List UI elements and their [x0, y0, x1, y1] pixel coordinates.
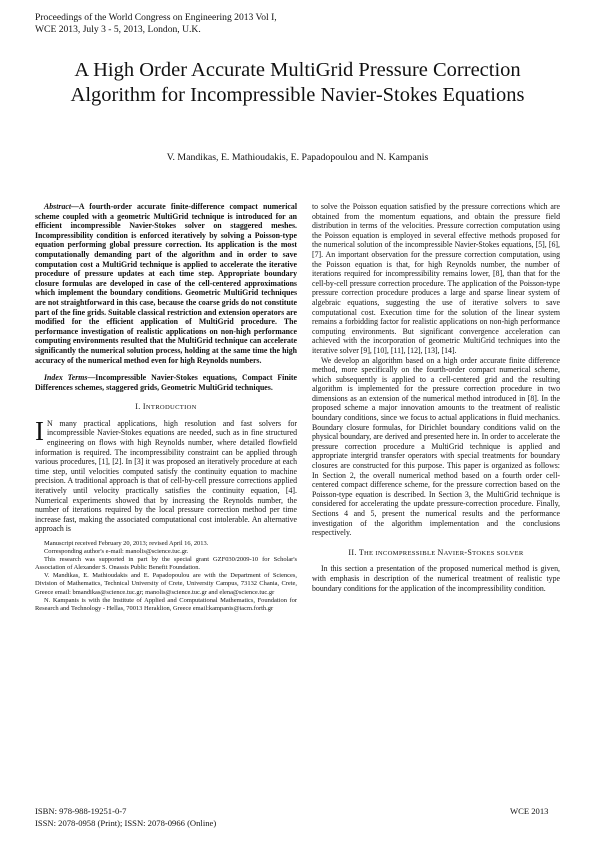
footnote-affiliation-1: V. Mandikas, E. Mathioudakis and E. Papadopoulou are with the Department of Sciences, Division of Mathematics, Technical University of Crete, University Campus, 73132 Chania, Crete, Greece email: bmandikas@science.tuc.gr; manolis@science.tuc.gr and elena@science.tuc.gr: [35, 572, 297, 596]
isbn-line: ISBN: 978-988-19251-0-7: [35, 806, 127, 816]
proceedings-header: [35, 12, 365, 36]
footer-identifiers: [35, 806, 216, 829]
proceedings-line-2: WCE 2013, July 3 - 5, 2013, London, U.K.: [35, 24, 201, 35]
drop-cap: I: [35, 415, 44, 446]
left-column: [35, 202, 297, 613]
index-terms-label: Index Terms: [44, 373, 88, 383]
abstract: [35, 202, 297, 365]
intro-paragraph-1: I N many practical applications, high resolution and fast solvers for incompressible Navier-Stokes equations are needed, such as in fine structured engineering on flows with high Reynolds number, where detailed flowfield information is required. The incompressibility constraint can be applied through various procedures, [1], [2]. In [3] it was proposed an iteratively procedure at each time step, until velocities computed satisfy the continuity equation to machine precision. A traditional approach is that of cell-by-cell pressure corrections applied iteratively until velocity practically satisfies the continuity equation, [4]. Numerical experiments showed that by increasing the Reynolds number, the number of iterations required by the local pressure correction method per time increase fast, making the associated computational cost intolerable. An alternative approach is: [35, 415, 297, 534]
footnote-funding: This research was supported in part by the special grant GZF030/2009-10 for Scholar's Association of Alexander S. Onassis Public Benefit Foundation.: [35, 556, 297, 572]
author-list: V. Mandikas, E. Mathioudakis, E. Papadopoulou and N. Kampanis: [166, 152, 429, 163]
paper-title: A High Order Accurate MultiGrid Pressure Correction Algorithm for Incompressible Navier-Stokes Equations: [70, 59, 525, 106]
footer-conference: WCE 2013: [510, 806, 549, 816]
footnote-received: Manuscript received February 20, 2013; revised April 16, 2013.: [44, 540, 209, 547]
footnotes: [35, 540, 297, 613]
footnote-corresponding: Corresponding author's e-mail: manolis@science.tuc.gr.: [44, 548, 189, 556]
index-terms-text: —Incompressible Navier-Stokes equations, Compact Finite Differences schemes, staggered grids, Geometric MultiGrid techniques.: [35, 373, 297, 392]
intro-paragraph-2: We develop an algorithm based on a high order accurate finite difference method, more specifically on the fourth-order compact numerical scheme, which subsequently is applied to a cell-centered grid and the resulting algorithm is implemented for the pressure correction procedure in two dimensions as an extension of the numerical method introduced in [8]. In the proposed scheme a major innovation amounts to the treatment of realistic boundary conditions, since we focus to actual applications in fluid mechanics. Boundary closure formulas, for Dirichlet boundary conditions valid on the physical boundary, are derived and presented here in. In order to accelerate the pressure correction procedure a MultiGrid technique is applied and appropriate intergrid transfer operators with special treatments for boundary closures are constructed for this purpose. This paper is organized as follows: In Section 2, the overall numerical method based on a fourth order cell-centered compact difference scheme, for the pressure correction based on the Poisson-type equation is described. In Section 3, the MultiGrid technique is considered for accelerating the update pressure-correction procedure. Finally, Sections 4 and 5, present the numerical results and the performance investigation of the algorithm implementation and the conclusions respectively.: [312, 355, 560, 538]
intro-paragraph-1-continued: to solve the Poisson equation satisfied by the pressure corrections which are obtained from the momentum equations, and obtain the pressure field distribution in terms of the velocities. Pressure correction computation using the Poisson equation is employed in several effective methods proposed for the numerical solution of the incompressible Navier-Stokes equations, [5], [6], [7]. An important observation for the pressure correction computation, using the Poisson equation is that, for high Reynolds number, the number of iterations required for incompressibility remains lower, [8], than that for the cell-by-cell pressure correction procedure. The application of the Poisson-type pressure correction procedure produces a large and sparse linear system of algebraic equations, suggesting the use of iterative solvers to save computational cost. Execution time for the solution of the linear system remains a forbidding factor for realistic applications on non-high performance computing environments. But significant convergence acceleration can achieved with the incorporation of geometric MultiGrid techniques into the iterative solver [9], [10], [11], [12], [13], [14].: [312, 202, 560, 355]
section-1-heading: I. INTRODUCTION: [135, 402, 197, 412]
abstract-text: —A fourth-order accurate finite-difference compact numerical scheme coupled with a geometric MultiGrid technique is introduced for an efficient incompressible Navier-Stokes solver on staggered meshes. Incompressibility condition is enforced iteratively by solving a Poisson-type equation performing global pressure correction. Its application is the most computationally demanding part of the algorithm and in order to save computation cost a MultiGrid technique is applied to accelerate the iterative procedure of pressure updates at each time step. Appropriate boundary closure formulas are developed in case of the cell-centered approximations which implement the boundary conditions. Geometric MultiGrid techniques are not straightforward in this case, because the coarse grids do not constitute part of the fine grids. Suitable classical restriction and extension operators are modified for the efficient application of MultiGrid procedure. The performance investigation of realistic applications on non-high performance computing environments resulted that the MultiGrid technique can accelerate significantly the numerical solution process, holding at the same time the high accuracy of the numerical method even for high Reynolds numbers.: [35, 202, 297, 365]
index-terms: [35, 373, 297, 392]
issn-line: ISSN: 2078-0958 (Print); ISSN: 2078-0966 (Online): [35, 817, 217, 828]
proceedings-line-1: Proceedings of the World Congress on Engineering 2013 Vol I,: [35, 12, 277, 23]
footnote-affiliation-2: N. Kampanis is with the Institute of Applied and Computational Mathematics, Foundation for Research and Technology - Hellas, 70013 Heraklion, Greece email:kampanis@iacm.forth.gr: [35, 596, 297, 612]
section-2-heading: II. THE INCOMPRESSIBLE NAVIER-STOKES SOLVER: [348, 547, 524, 557]
abstract-label: Abstract: [44, 202, 72, 211]
section-2-paragraph-1: In this section a presentation of the proposed numerical method is given, with emphasis in description of the numerical treatment of realistic type boundary conditions for the application of the incompressibility condition.: [312, 564, 560, 593]
right-column: [312, 202, 560, 593]
